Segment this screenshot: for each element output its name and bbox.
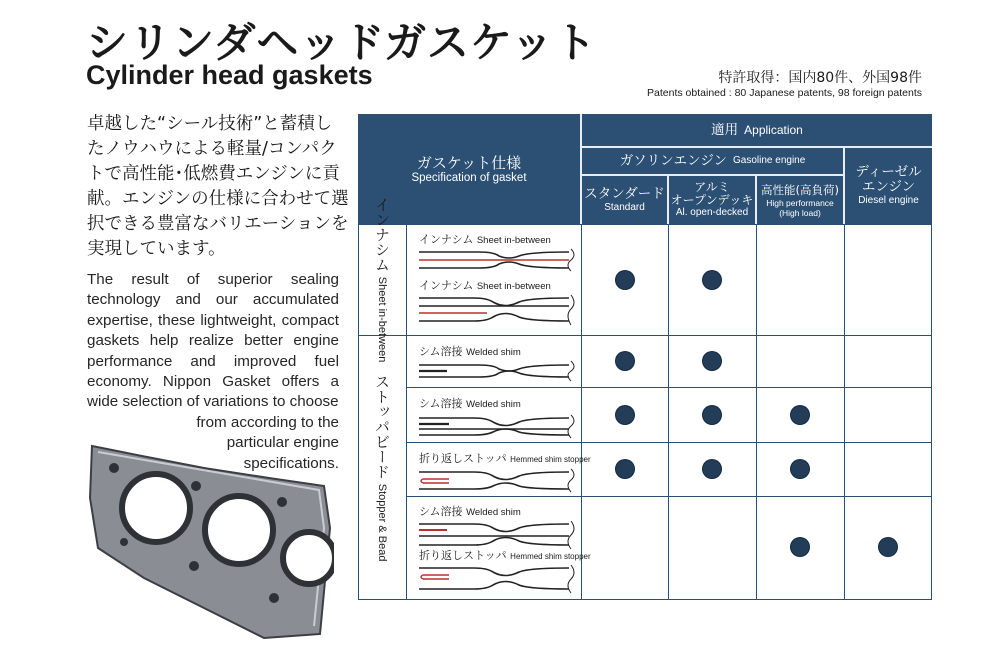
applicable-mark-row2-al-open-decked (703, 406, 721, 424)
applicable-mark-row1-al-open-decked (703, 352, 721, 370)
col-high-en: High performance (High load) (766, 197, 834, 218)
sheet-in-between-diagram-2 (419, 293, 579, 331)
gasket-photo (84, 438, 334, 643)
col-high-jp: 高性能(高負荷) (761, 182, 839, 197)
group-sheet-in-between (359, 197, 406, 363)
sheet-in-between-diagram-1 (419, 247, 579, 273)
col-diesel (845, 148, 932, 224)
page-title-jp: シリンダヘッドガスケット (86, 18, 597, 67)
patents-jp: 特許取得：国内80件、外国98件 (718, 70, 922, 86)
intro-text-en-main: The result of superior sealing technology and our accumulated expertise, these lightweight, compact gaskets help realize better engine performance and improved fuel economy. Nippon Gasket offers a wide selection of variations to choose (87, 271, 339, 411)
hemmed-shim-diagram-2 (419, 563, 579, 595)
welded-shim-diagram-1 (419, 359, 579, 383)
col-standard-jp: スタンダード (584, 185, 665, 202)
applicable-mark-row4-diesel (879, 538, 897, 556)
row4-label2-en: Hemmed shim stopper (510, 552, 591, 561)
intro-text-jp: 卓越した“シール技術”と蓄積したノウハウによる軽量/コンパクトで高性能･低燃費エンジンに貢献。エンジンの仕様に合わせて選択できる豊富なバリエーションを実現しています。 (87, 114, 349, 259)
row4-label2-jp: 折り返しストッパ (419, 549, 507, 562)
header-gasoline (582, 148, 843, 174)
hemmed-shim-diagram-1 (419, 467, 579, 493)
applicable-mark-row2-high-performance (791, 406, 809, 424)
spec-table (358, 114, 932, 600)
header-gasoline-en: Gasoline engine (733, 155, 806, 166)
applicable-mark-row3-standard (616, 460, 634, 478)
group-stopper-jp: ストッパビード (373, 373, 391, 479)
applicable-mark-row2-standard (616, 406, 634, 424)
applicable-mark-row1-standard (616, 352, 634, 370)
row0-label2-jp: インナシム (419, 279, 474, 292)
row2-label (419, 395, 521, 411)
row1-label-jp: シム溶接 (419, 345, 463, 358)
row1-label-en: Welded shim (466, 347, 521, 358)
row3-label-jp: 折り返しストッパ (419, 452, 507, 465)
group-stopper-bead (359, 336, 406, 599)
row4-label1-en: Welded shim (466, 507, 521, 518)
row0-label2-en: Sheet in-between (476, 281, 551, 292)
col-al-jp: アルミ オープンデッキ (670, 180, 754, 207)
col-diesel-jp: ディーゼル エンジン (855, 164, 922, 195)
intro-text-en-tail2: particular engine (226, 434, 339, 452)
row0-label2 (419, 277, 551, 293)
intro-text-en-tail3: specifications. (243, 454, 339, 472)
row4-label1-jp: シム溶接 (419, 505, 463, 518)
row1-label (419, 343, 521, 359)
row2-label-en: Welded shim (466, 399, 521, 410)
header-gasoline-jp: ガソリンエンジン (619, 152, 728, 169)
applicable-mark-row3-high-performance (791, 460, 809, 478)
page-title-en: Cylinder head gaskets (86, 60, 373, 90)
applicable-mark-row4-high-performance (791, 538, 809, 556)
header-spec-en: Specification of gasket (411, 172, 527, 184)
row4-label1 (419, 503, 521, 519)
row0-label1-jp: インナシム (419, 233, 474, 246)
intro-text-en-tail1: from according to the (196, 413, 339, 431)
col-standard (582, 176, 667, 224)
header-application-en: Application (744, 123, 803, 137)
row0-label1-en: Sheet in-between (476, 235, 551, 246)
row2-label-jp: シム溶接 (419, 397, 463, 410)
header-application (582, 114, 932, 146)
header-application-jp: 適用 (711, 121, 739, 138)
col-al-open-decked (669, 176, 755, 224)
row0-label1 (419, 231, 551, 247)
group-sheet-en: Sheet in-between (376, 277, 388, 363)
row3-label (419, 450, 591, 466)
group-stopper-en: Stopper & Bead (376, 483, 388, 562)
col-high-performance (757, 176, 843, 224)
welded-shim-diagram-2 (419, 413, 579, 439)
applicable-mark-row0-standard (616, 271, 634, 289)
row4-label2 (419, 547, 591, 563)
applicable-mark-row0-al-open-decked (703, 271, 721, 289)
group-sheet-jp: インナシム (373, 197, 391, 273)
col-al-en: Al. open-decked (675, 207, 749, 218)
applicable-mark-row3-al-open-decked (703, 460, 721, 478)
patents-en: Patents obtained : 80 Japanese patents, 98 foreign patents (647, 87, 922, 99)
header-spec-jp: ガスケット仕様 (416, 154, 522, 172)
row3-label-en: Hemmed shim stopper (510, 455, 591, 464)
col-standard-en: Standard (604, 201, 645, 213)
col-diesel-en: Diesel engine (858, 195, 919, 206)
